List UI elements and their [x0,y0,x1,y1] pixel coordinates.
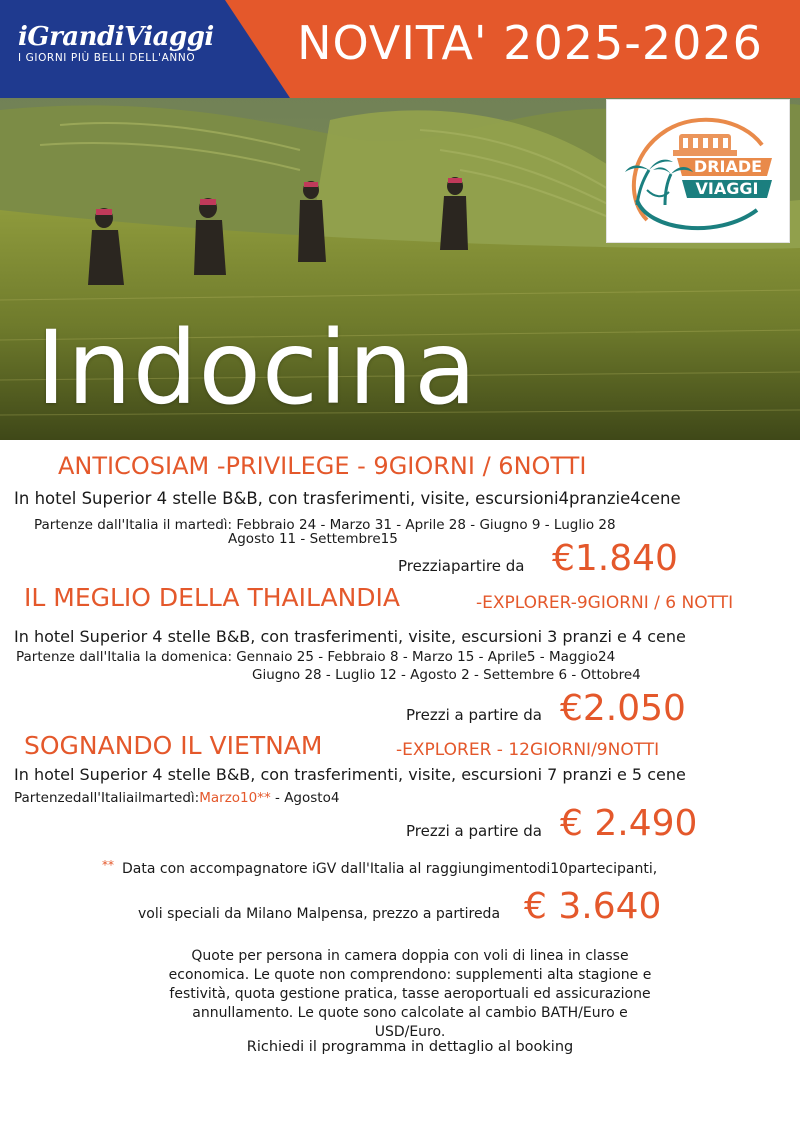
disclaimer [100,947,720,1042]
tour-3-price: € 2.490 [560,803,698,844]
tour-3-price-label: Prezzi a partire da [406,822,542,840]
tour-1-hotel: In hotel Superior 4 stelle B&B, con trasferimenti, visite, escursioni4pranzie4cene [14,489,681,508]
brand-logo [18,22,218,82]
destination-title: Indocina [36,309,478,428]
tour-1-name: ANTICOSIAM -PRIVILEGE - 9GIORNI / 6NOTTI [58,452,587,480]
tour-1-departures-1: Partenze dall'Italia il martedì: Febbraio 24 - Marzo 31 - Aprile 28 - Giugno 9 - Luglio 28 [34,517,616,533]
tour-1-price: €1.840 [552,538,678,579]
tour-2-departures-2: Giugno 28 - Luglio 12 - Agosto 2 - Settembre 6 - Ottobre4 [252,667,641,683]
tour-3-name: SOGNANDO IL VIETNAM [24,731,323,760]
disclaimer-line-2: economica. Le quote non comprendono: supplementi alta stagione e [168,967,652,983]
tour-2-subtitle: -EXPLORER-9GIORNI / 6 NOTTI [476,593,734,613]
special-flights: voli speciali da Milano Malpensa, prezzo a partireda [138,906,501,922]
disclaimer-line-3: festività, quota gestione pratica, tasse aeroportuali ed assicurazione [169,986,651,1002]
special-note: Data con accompagnatore iGV dall'Italia al raggiungimentodi10partecipanti, [122,861,658,877]
agency-name-line1: DRIADE [693,157,763,176]
tour-3-departures-suffix: - Agosto4 [270,790,340,806]
tour-3-departures-highlight: Marzo10** [199,790,271,806]
novelty-heading: NOVITA' 2025-2026 [297,16,763,70]
tour-2-price-label: Prezzi a partire da [406,706,542,724]
tour-1-departures-2: Agosto 11 - Settembre15 [228,531,398,547]
tour-2-price: €2.050 [560,688,686,729]
tour-3-departures [14,790,339,806]
brand-name: iGrandiViaggi [18,22,214,52]
tour-1-price-label: Prezziapartire da [398,557,525,575]
disclaimer-line-4: annullamento. Le quote sono calcolate al cambio BATH/Euro e [192,1005,628,1021]
brand-tagline: I GIORNI PIÙ BELLI DELL'ANNO [18,52,196,64]
special-price: € 3.640 [524,886,662,927]
tour-2-name: IL MEGLIO DELLA THAILANDIA [24,583,401,612]
tour-3-subtitle: -EXPLORER - 12GIORNI/9NOTTI [396,740,660,760]
agency-name-line2: VIAGGI [695,179,759,198]
disclaimer-line-5: USD/Euro. [374,1024,446,1040]
agency-logo [606,99,790,243]
disclaimer-line-1: Quote per persona in camera doppia con voli di linea in classe [191,948,629,964]
tour-3-departures-prefix: Partenzedall'Italiailmartedì: [14,790,200,806]
tour-3-hotel: In hotel Superior 4 stelle B&B, con trasferimenti, visite, escursioni 7 pranzi e 5 cene [14,765,686,784]
booking-note: Richiedi il programma in dettaglio al booking [246,1039,574,1055]
special-marker: ** [102,858,114,872]
tour-2-hotel: In hotel Superior 4 stelle B&B, con trasferimenti, visite, escursioni 3 pranzi e 4 cene [14,627,686,646]
tour-2-departures-1: Partenze dall'Italia la domenica: Gennaio 25 - Febbraio 8 - Marzo 15 - Aprile5 - Maggio24 [16,649,616,665]
